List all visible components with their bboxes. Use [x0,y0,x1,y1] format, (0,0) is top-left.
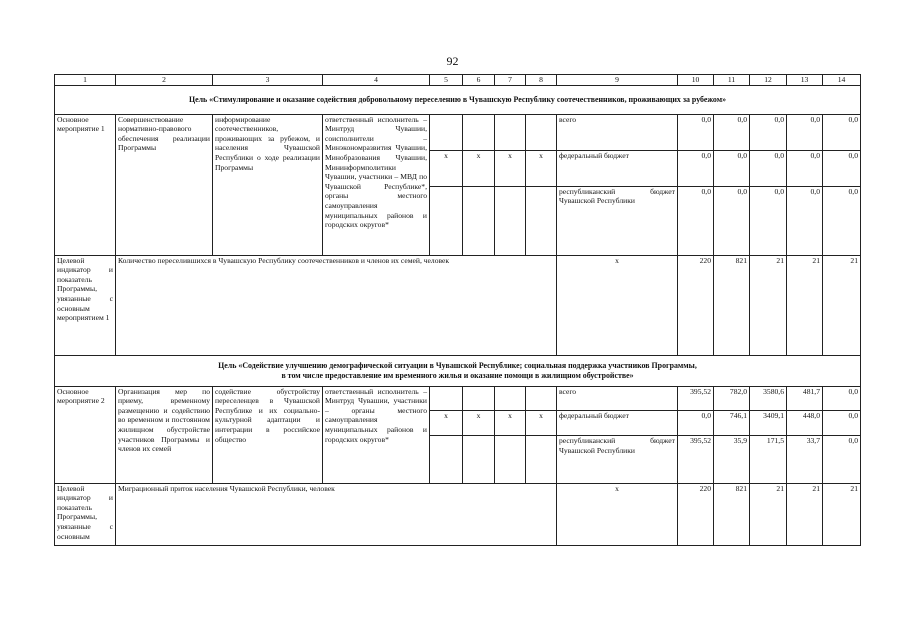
code-cell: x [463,411,495,436]
value-cell: 35,9 [714,436,750,483]
header-cell: 1 [55,75,116,86]
code-cell [495,436,526,483]
funding-source: всего [557,386,678,411]
indicator-row [55,255,861,355]
value-cell: 0,0 [714,150,750,186]
indicator-text: Миграционный приток населения Чувашской Республики, человек [116,483,557,545]
indicator-text: Количество переселившихся в Чувашскую Республику соотечественников и членов их семей, человек [116,255,557,355]
code-cell [430,114,463,150]
value-cell: 0,0 [714,186,750,255]
code-cell [495,186,526,255]
indicator-mark: x [557,255,678,355]
value-cell: 395,52 [678,436,714,483]
code-cell [526,386,557,411]
header-cell: 3 [213,75,323,86]
code-cell [526,186,557,255]
value-cell: 0,0 [823,386,861,411]
value-cell: 21 [750,483,787,545]
value-cell: 33,7 [787,436,823,483]
value-cell: 0,0 [823,114,861,150]
event-task: информирование соотечественников, проживающих за рубежом, и населения Чувашской Республики о ходе реализации Программы [213,114,323,255]
header-cell: 11 [714,75,750,86]
event-name: Совершенствование нормативно-правового обеспечения реализации Программы [116,114,213,255]
event-row [55,386,861,411]
code-cell [495,114,526,150]
goal-title [55,355,861,386]
event-name: Организация мер по приему, временному размещению и содействию во временном и постоянном жилищном обустройстве участников Программы и членов их семей [116,386,213,483]
header-cell: 6 [463,75,495,86]
value-cell: 0,0 [823,436,861,483]
value-cell: 0,0 [750,150,787,186]
value-cell: 21 [823,483,861,545]
value-cell: 21 [787,483,823,545]
goal-title-line: в том числе предоставление им временного жилья и оказание помощи в жилищном обустройстве» [281,370,634,380]
value-cell: 821 [714,255,750,355]
code-cell [526,114,557,150]
code-cell: x [430,411,463,436]
funding-source: республиканский бюджет Чувашской Республики [557,436,678,483]
code-cell [430,186,463,255]
funding-source: республиканский бюджет Чувашской Республики [557,186,678,255]
event-executors: ответственный исполнитель – Минтруд Чувашии, соисполнители – Минэкономразвития Чувашии, Минобразования Чувашии, Мининформполитики Чувашии, участники – МВД по Чувашской Республике*, органы местного самоуправления муниципальных районов и городских округов* [323,114,430,255]
code-cell [526,436,557,483]
value-cell: 171,5 [750,436,787,483]
value-cell: 220 [678,255,714,355]
indicator-row [55,483,861,545]
code-cell: x [526,150,557,186]
event-label: Основное мероприятие 2 [55,386,116,483]
header-cell: 12 [750,75,787,86]
code-cell [430,436,463,483]
value-cell: 0,0 [823,150,861,186]
goal-title: Цель «Стимулирование и оказание содействия добровольному переселению в Чувашскую Республику соотечественников, проживающих за рубежом» [55,85,861,114]
code-cell [463,114,495,150]
goal-title-line: Цель «Содействие улучшению демографической ситуации в Чувашской Республике; социальная поддержка участников Программы, [218,360,697,370]
code-cell: x [495,411,526,436]
header-cell: 4 [323,75,430,86]
event-task: содействие обустройству переселенцев в Чувашской Республике и их социально-культурной адаптации и интеграции в российское общество [213,386,323,483]
value-cell: 821 [714,483,750,545]
header-cell: 8 [526,75,557,86]
value-cell: 0,0 [787,186,823,255]
header-cell: 9 [557,75,678,86]
event-executors: ответственный исполнитель – Минтруд Чувашии, участники – органы местного самоуправления муниципальных районов и городских округов* [323,386,430,483]
value-cell: 3580,6 [750,386,787,411]
indicator-mark: x [557,483,678,545]
value-cell: 395,52 [678,386,714,411]
value-cell: 220 [678,483,714,545]
code-cell: x [526,411,557,436]
value-cell: 0,0 [714,114,750,150]
code-cell [495,386,526,411]
value-cell: 0,0 [678,186,714,255]
page-number: 92 [446,54,459,68]
header-cell: 7 [495,75,526,86]
code-cell: x [463,150,495,186]
value-cell: 0,0 [787,150,823,186]
funding-source: федеральный бюджет [557,150,678,186]
value-cell: 0,0 [750,186,787,255]
value-cell: 448,0 [787,411,823,436]
indicator-label: Целевой индикатор и показатель Программы, увязанные с основным [55,483,116,545]
value-cell: 0,0 [678,411,714,436]
value-cell: 0,0 [678,150,714,186]
code-cell [463,436,495,483]
value-cell: 21 [787,255,823,355]
value-cell: 746,1 [714,411,750,436]
header-cell: 5 [430,75,463,86]
funding-source: всего [557,114,678,150]
header-cell: 10 [678,75,714,86]
code-cell [463,386,495,411]
value-cell: 0,0 [787,114,823,150]
value-cell: 481,7 [787,386,823,411]
value-cell: 782,0 [714,386,750,411]
value-cell: 21 [823,255,861,355]
value-cell: 0,0 [750,114,787,150]
funding-source: федеральный бюджет [557,411,678,436]
value-cell: 0,0 [823,411,861,436]
indicator-label: Целевой индикатор и показатель Программы, увязанные с основным мероприятием 1 [55,255,116,355]
header-cell: 2 [116,75,213,86]
value-cell: 3409,1 [750,411,787,436]
code-cell [430,386,463,411]
event-label: Основное мероприятие 1 [55,114,116,255]
event-row [55,114,861,150]
code-cell: x [495,150,526,186]
goal-row [55,355,861,386]
header-cell: 14 [823,75,861,86]
header-cell: 13 [787,75,823,86]
program-table [54,74,861,546]
value-cell: 0,0 [678,114,714,150]
goal-row [55,85,861,114]
code-cell: x [430,150,463,186]
value-cell: 21 [750,255,787,355]
code-cell [463,186,495,255]
value-cell: 0,0 [823,186,861,255]
header-row [55,75,861,86]
